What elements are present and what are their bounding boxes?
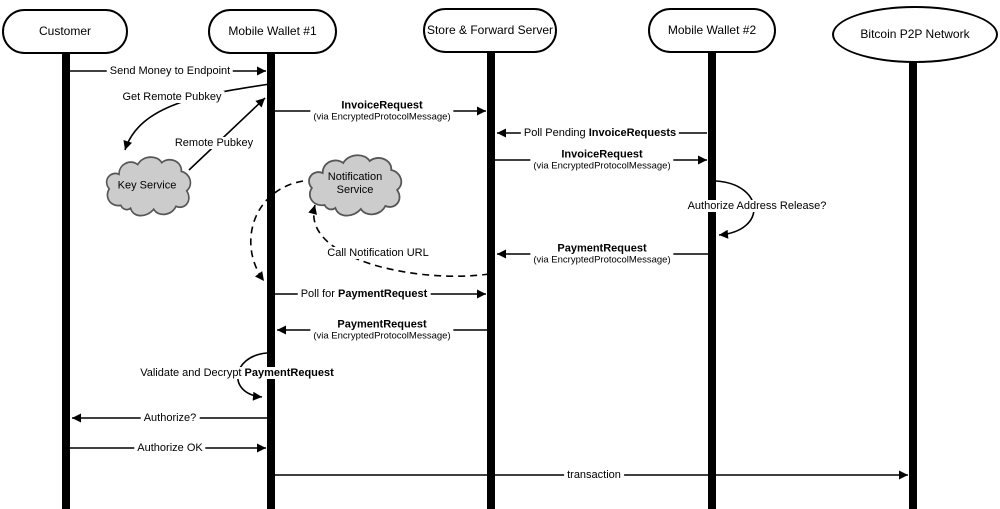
arrow-call-notification-url [314, 205, 489, 276]
actor-customer-label: Customer [38, 24, 91, 38]
invoice-request-1-title: InvoiceRequest [341, 99, 423, 112]
actor-bitcoin-p2p-network [832, 6, 998, 63]
message-label-get-remote-pubkey: Get Remote Pubkey [119, 91, 224, 103]
validate-prefix: Validate and Decrypt [140, 367, 245, 379]
payment-request-1-via: (via EncryptedProtocolMessage) [533, 254, 671, 266]
poll-pending-prefix: Poll Pending [523, 127, 589, 139]
message-label-authorize-address-release: Authorize Address Release? [685, 200, 830, 212]
arrow-remote-pubkey [189, 98, 265, 170]
payment-request-1-title: PaymentRequest [557, 242, 647, 255]
message-label-poll-for-payment-request [298, 288, 431, 300]
poll-for-prefix: Poll for [300, 288, 339, 300]
actor-bitcoin-p2p-network-label: Bitcoin P2P Network [860, 27, 970, 41]
customer-lifeline [62, 53, 70, 509]
arrow-notification-callback [251, 181, 303, 281]
actor-store-forward-server-label: Store & Forward Server [426, 23, 554, 37]
key-service-label: Key Service [117, 179, 177, 192]
invoice-request-2-title: InvoiceRequest [561, 148, 643, 161]
actor-store-forward-server [423, 8, 557, 53]
message-label-poll-pending-invoice-requests [521, 127, 679, 139]
message-label-call-notification-url: Call Notification URL [324, 247, 431, 259]
payment-request-2-title: PaymentRequest [337, 318, 427, 331]
message-label-payment-request-1 [530, 243, 673, 266]
message-label-authorize-ok: Authorize OK [134, 442, 205, 454]
notification-service-label-line2: Service [336, 184, 374, 196]
message-label-remote-pubkey: Remote Pubkey [172, 137, 256, 149]
poll-pending-bold: InvoiceRequests [588, 127, 677, 139]
invoice-request-1-via: (via EncryptedProtocolMessage) [313, 111, 451, 123]
actor-customer [2, 9, 128, 54]
wallet2-lifeline [708, 50, 716, 509]
message-label-validate-and-decrypt [137, 367, 337, 379]
p2p-lifeline [909, 58, 917, 509]
wallet1-lifeline [267, 53, 275, 509]
message-label-transaction: transaction [564, 469, 624, 481]
actor-mobile-wallet-2 [648, 8, 776, 53]
poll-for-bold: PaymentRequest [338, 288, 428, 300]
server-lifeline [487, 50, 495, 509]
validate-bold: PaymentRequest [244, 367, 334, 379]
payment-request-2-via: (via EncryptedProtocolMessage) [313, 330, 451, 342]
actor-mobile-wallet-2-label: Mobile Wallet #2 [667, 23, 757, 37]
message-label-send-money: Send Money to Endpoint [107, 65, 233, 77]
notification-service-label [328, 171, 382, 197]
message-label-invoice-request-1 [310, 100, 453, 123]
notification-service-label-line1: Notification [327, 171, 383, 183]
actor-mobile-wallet-1-label: Mobile Wallet #1 [228, 24, 317, 38]
actor-mobile-wallet-1 [208, 9, 337, 54]
message-label-authorize-question: Authorize? [141, 412, 200, 424]
invoice-request-2-via: (via EncryptedProtocolMessage) [533, 160, 671, 172]
message-label-invoice-request-2 [530, 149, 673, 172]
message-label-payment-request-2 [310, 319, 453, 342]
